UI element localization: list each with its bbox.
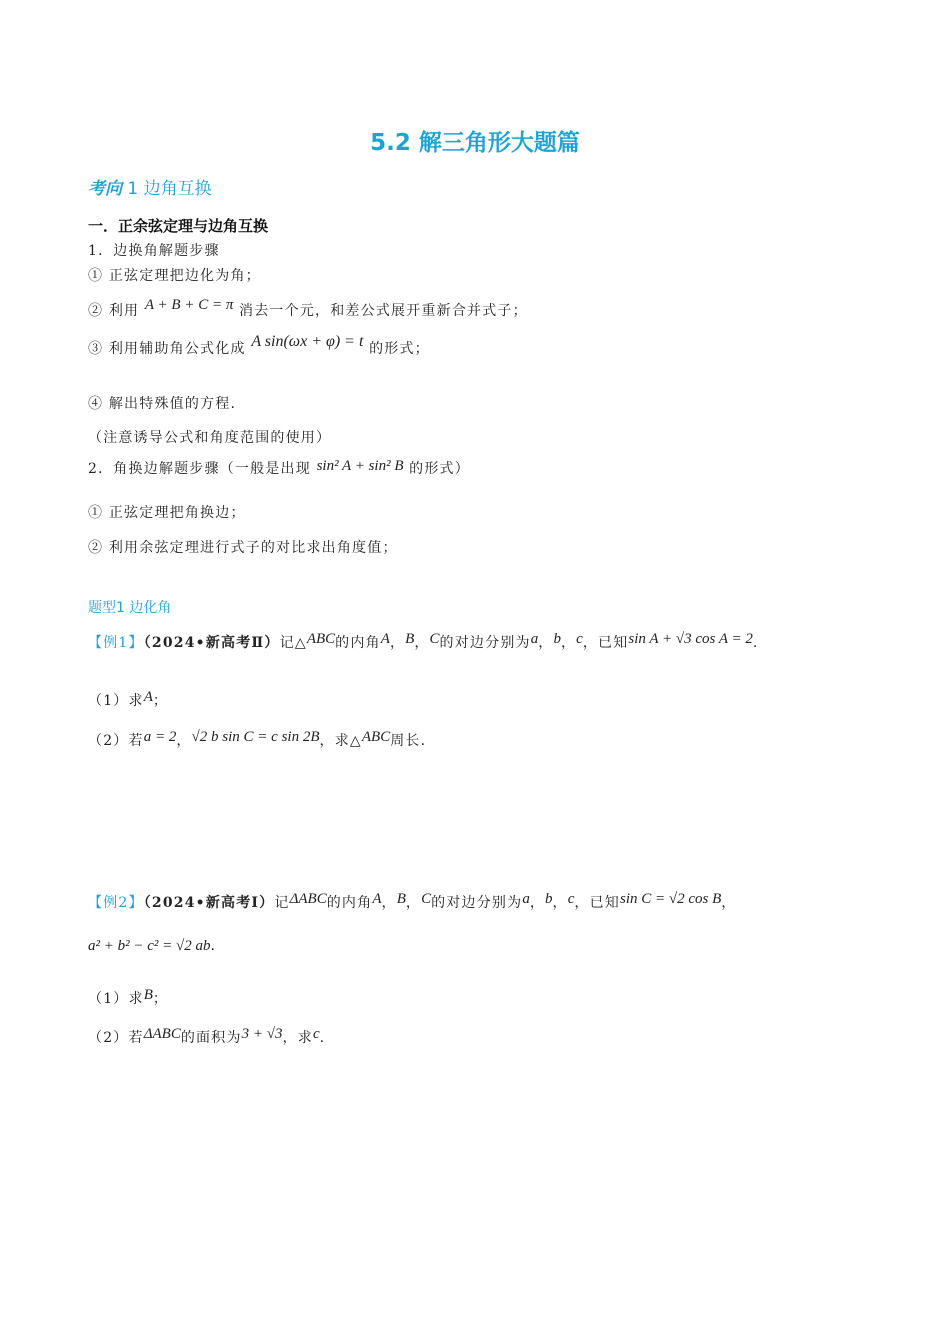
example2-q2-tri: ΔABC (143, 1026, 181, 1042)
example1-q2: （2）若a = 2，√2 b sin C = c sin 2B，求△ABC周长. (88, 729, 427, 749)
example2-q1-pre: （1）求 (88, 991, 144, 1007)
example1-q1-var: A (143, 689, 153, 705)
example1-A: A (380, 631, 390, 647)
steps1-item-2-post: 消去一个元，和差公式展开重新合并式子； (239, 303, 528, 319)
example2-a: a (522, 891, 530, 907)
example2-text3: 的对边分别为 (431, 895, 523, 911)
steps2-item-2: ② 利用余弦定理进行式子的对比求出角度值； (88, 540, 398, 556)
heading-sine-cosine: 一．正余弦定理与边角互换 (88, 217, 269, 235)
example2-condition1: sin C = √2 cos B (620, 891, 722, 907)
example1-q2-tri: ABC (361, 729, 391, 745)
example2-q2: （2）若ΔABC的面积为3 + √3，求c. (88, 1026, 326, 1046)
example2-b: b (545, 891, 553, 907)
example2-q2-post: ，求 (282, 1030, 313, 1046)
example1-C: C (429, 631, 440, 647)
example1-tag: 【例1】 (88, 635, 144, 651)
example2-text1: 记 (274, 895, 290, 911)
example1-text4: ，已知 (582, 635, 629, 651)
example1-a: a (530, 631, 539, 647)
example2-text4: ，已知 (574, 895, 620, 911)
steps2-title (88, 458, 470, 478)
example1-q2-pre: （2）若 (88, 733, 144, 749)
example2-q2-area: 3 + √3 (241, 1026, 283, 1042)
steps2-title-pre: 2．角换边解题步骤（一般是出现 (88, 461, 311, 477)
example2-c: c (567, 891, 575, 907)
example2-B: B (396, 891, 406, 907)
example1-q1-pre: （1）求 (88, 693, 144, 709)
steps1-item-2-pre: ② 利用 (88, 303, 140, 319)
example2-tri: ΔABC (289, 891, 327, 907)
steps1-item-3-math: A sin(ωx + φ) = t (251, 333, 364, 350)
example1-condition: sin A + √3 cos A = 2 (628, 631, 753, 647)
example1-b: b (553, 631, 561, 647)
example2-source: （2024•新高考Ⅰ） (143, 895, 275, 911)
example1-q2-mid: ，求△ (319, 733, 362, 749)
steps1-item-3-pre: ③ 利用辅助角公式化成 (88, 341, 246, 357)
example2-q2-pre: （2）若 (88, 1030, 144, 1046)
example1-text2: 的内角 (335, 635, 381, 651)
example2-text2: 的内角 (326, 895, 373, 911)
steps1-item-2-math: A + B + C = π (144, 297, 234, 313)
steps1-item-3-post: 的形式； (369, 341, 430, 357)
example1-tri: ABC (306, 631, 336, 647)
example2-q2-var: c (312, 1026, 320, 1042)
section-text: 1 边角互换 (127, 179, 212, 199)
example2-q1: （1）求B； (88, 987, 169, 1007)
example2-A: A (372, 891, 382, 907)
steps1-note: （注意诱导公式和角度范围的使用） (88, 430, 332, 446)
example1-source: （2024•新高考Ⅱ） (143, 635, 280, 651)
example1-statement: 【例1】（2024•新高考Ⅱ）记△ABC的内角A，B，C的对边分别为a，b，c，已知sin A + √3 cos A = 2. (88, 631, 759, 651)
steps2-title-math: sin² A + sin² B (316, 458, 404, 474)
steps1-item-3 (88, 333, 430, 358)
steps1-item-4: ④ 解出特殊值的方程. (88, 396, 237, 412)
example1-q2-math1: a = 2 (143, 729, 177, 745)
section-heading (88, 174, 212, 199)
example1-B: B (405, 631, 415, 647)
example2-q2-mid: 的面积为 (180, 1030, 242, 1046)
steps1-item-2 (88, 297, 528, 320)
type-heading: 题型1 边化角 (88, 600, 172, 616)
example1-c: c (576, 631, 583, 647)
example2-condition2: a² + b² − c² = √2 ab (88, 938, 211, 954)
example2-q1-var: B (143, 987, 153, 1003)
section-label: 考向 (88, 179, 122, 199)
example1-q1: （1）求A； (88, 689, 169, 709)
example1-text3: 的对边分别为 (439, 635, 531, 651)
example1-text1: 记△ (279, 635, 307, 651)
example2-tag: 【例2】 (88, 895, 144, 911)
steps1-item-1: ① 正弦定理把边化为角； (88, 268, 261, 284)
example1-q2-post: 周长. (390, 733, 427, 749)
example2-statement: 【例2】（2024•新高考Ⅰ）记ΔABC的内角A，B，C的对边分别为a，b，c，已知sin C = √2 cos B， (88, 891, 737, 911)
example2-condition2-line: a² + b² − c² = √2 ab. (88, 938, 217, 954)
steps1-title: 1．边换角解题步骤 (88, 243, 220, 259)
steps2-item-1: ① 正弦定理把角换边； (88, 505, 246, 521)
example2-C: C (421, 891, 432, 907)
example1-q2-math2: √2 b sin C = c sin 2B (191, 729, 320, 745)
steps2-title-post: 的形式） (409, 461, 470, 477)
page-title: 5.2 解三角形大题篇 (370, 130, 580, 156)
